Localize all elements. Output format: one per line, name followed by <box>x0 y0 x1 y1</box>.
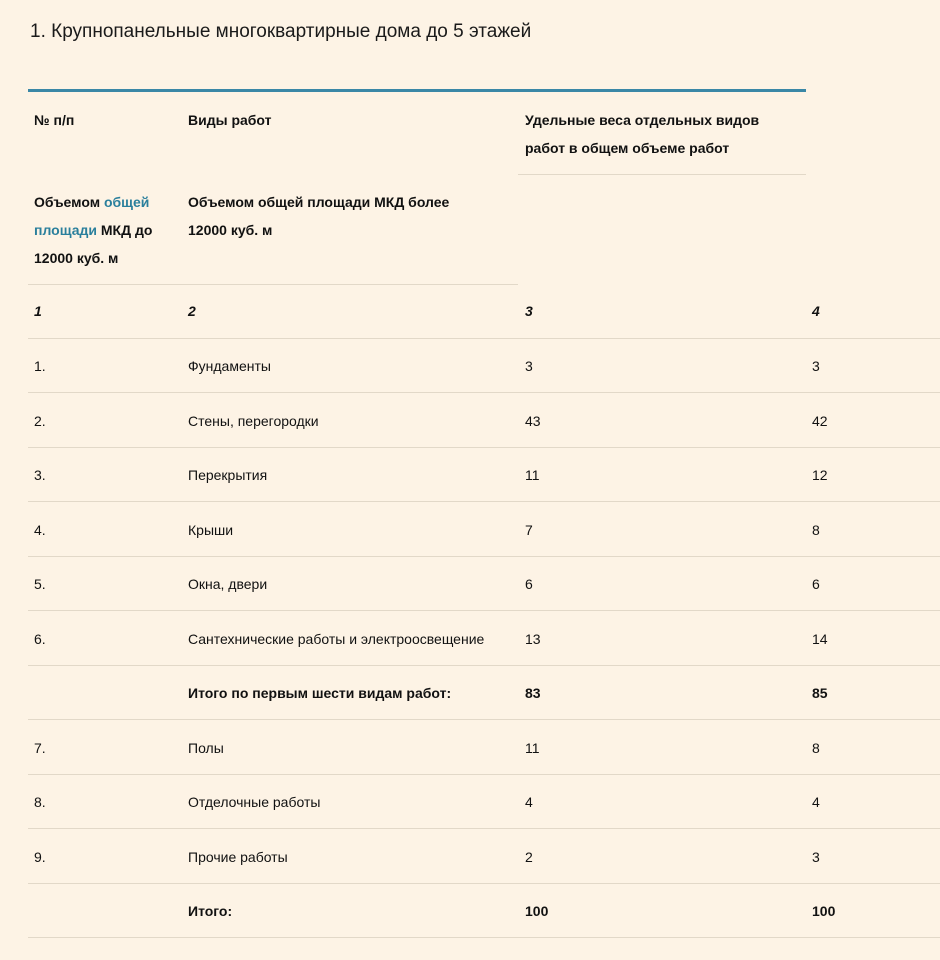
header-divider <box>28 284 518 285</box>
row-weight-over-12000: 85 <box>812 685 828 701</box>
column-number: 3 <box>525 303 533 319</box>
row-weight-over-12000: 6 <box>812 576 820 592</box>
header-num: № п/п <box>34 112 75 128</box>
row-weight-over-12000: 12 <box>812 467 828 483</box>
row-number: 2. <box>34 412 46 429</box>
column-number: 4 <box>812 303 820 319</box>
row-weight-under-12000: 11 <box>525 467 540 483</box>
row-weight-under-12000: 6 <box>525 576 533 592</box>
row-divider <box>28 556 940 557</box>
row-weight-under-12000: 43 <box>525 412 541 429</box>
row-divider <box>28 338 940 339</box>
row-weight-under-12000: 7 <box>525 521 533 538</box>
row-divider <box>28 883 940 884</box>
row-weight-under-12000: 4 <box>525 794 533 810</box>
row-work-type: Полы <box>188 739 224 756</box>
header-weights: Удельные веса отдельных видов работ в общем объеме работ <box>525 112 760 156</box>
header-volume-under <box>34 188 174 272</box>
row-work-type: Крыши <box>188 521 234 538</box>
row-work-type: Фундаменты <box>188 358 271 374</box>
row-weight-under-12000: 100 <box>525 903 549 919</box>
table-top-border <box>28 89 806 92</box>
row-divider <box>28 774 940 775</box>
row-work-type: Окна, двери <box>188 576 268 592</box>
row-divider <box>28 937 940 938</box>
row-weight-under-12000: 2 <box>525 848 533 865</box>
row-work-type: Итого по первым шести видам работ: <box>188 685 452 701</box>
column-number: 1 <box>34 303 42 319</box>
page-title: 1. Крупнопанельные многоквартирные дома до 5 этажей <box>30 21 532 42</box>
row-number: 4. <box>34 521 46 538</box>
row-weight-over-12000: 3 <box>812 848 820 865</box>
row-weight-under-12000: 3 <box>525 358 533 374</box>
row-weight-over-12000: 8 <box>812 521 820 538</box>
row-work-type: Итого: <box>188 903 233 919</box>
row-divider <box>28 610 940 611</box>
row-number: 3. <box>34 467 46 483</box>
header-volume-over: Объемом общей площади МКД более 12000 куб. м <box>188 194 450 238</box>
row-number: 9. <box>34 848 46 865</box>
row-weight-under-12000: 13 <box>525 630 541 647</box>
row-weight-under-12000: 83 <box>525 685 541 701</box>
row-work-type: Прочие работы <box>188 848 288 865</box>
row-work-type: Отделочные работы <box>188 794 321 810</box>
header-divider <box>518 174 806 175</box>
row-work-type: Сантехнические работы и электроосвещение <box>188 630 485 647</box>
row-divider <box>28 392 940 393</box>
row-weight-over-12000: 14 <box>812 630 828 647</box>
row-divider <box>28 719 940 720</box>
header-volume-under-suffix: МКД до 12000 куб. м <box>34 222 153 266</box>
row-weight-over-12000: 8 <box>812 739 820 756</box>
row-weight-under-12000: 11 <box>525 739 540 756</box>
row-divider <box>28 447 940 448</box>
row-divider <box>28 665 940 666</box>
row-divider <box>28 501 940 502</box>
row-number: 5. <box>34 576 46 592</box>
row-work-type: Перекрытия <box>188 467 268 483</box>
row-weight-over-12000: 42 <box>812 412 828 429</box>
row-number: 7. <box>34 739 46 756</box>
row-number: 6. <box>34 630 46 647</box>
row-weight-over-12000: 4 <box>812 794 820 810</box>
row-divider <box>28 828 940 829</box>
row-weight-over-12000: 3 <box>812 358 820 374</box>
header-work: Виды работ <box>188 112 272 128</box>
general-area-link[interactable]: общей площади <box>34 194 150 238</box>
row-number: 8. <box>34 794 46 810</box>
header-volume-under-prefix: Объемом <box>34 194 104 210</box>
column-number: 2 <box>188 303 196 319</box>
row-weight-over-12000: 100 <box>812 903 836 919</box>
row-number: 1. <box>34 358 46 374</box>
row-work-type: Стены, перегородки <box>188 412 319 429</box>
